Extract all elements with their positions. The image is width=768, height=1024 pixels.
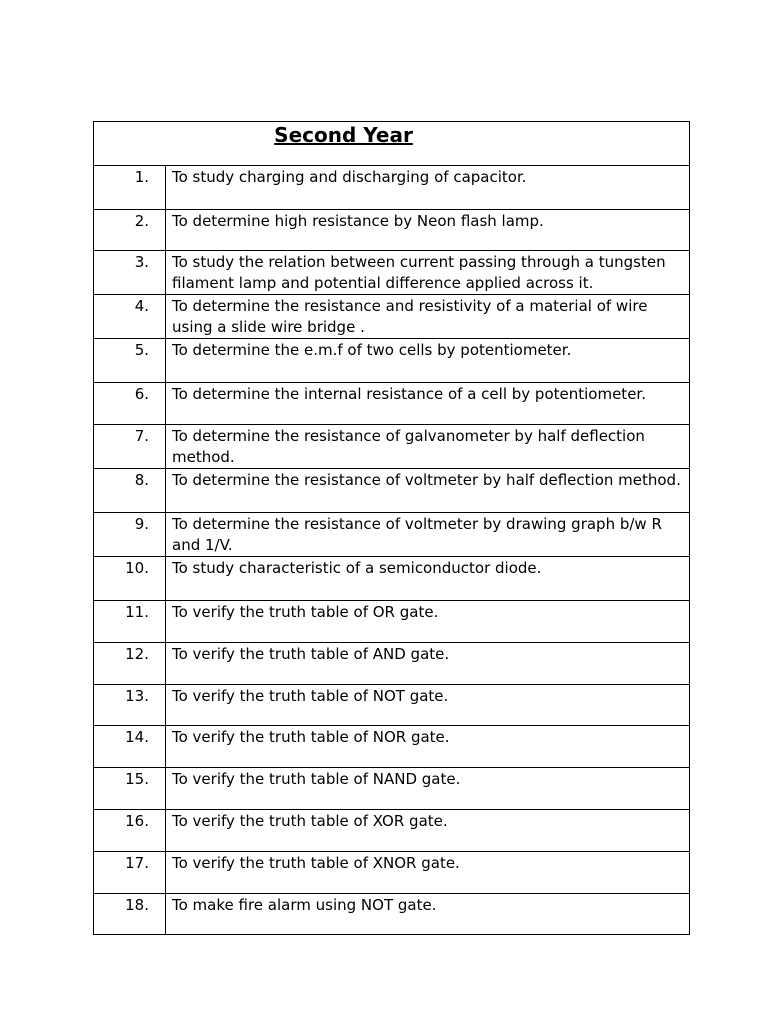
experiment-description: To verify the truth table of NOR gate. — [166, 726, 690, 768]
table-row — [94, 601, 690, 643]
table-row — [94, 894, 690, 935]
table-row — [94, 726, 690, 768]
experiment-description: To verify the truth table of NOT gate. — [166, 685, 690, 726]
experiment-number: 10. — [94, 557, 166, 601]
experiment-number: 1. — [94, 166, 166, 210]
table-row — [94, 425, 690, 469]
experiment-description: To verify the truth table of NAND gate. — [166, 768, 690, 810]
experiment-description: To determine the resistance of galvanometer by half deflection method. — [166, 425, 690, 469]
table-row — [94, 852, 690, 894]
table-row — [94, 166, 690, 210]
experiment-number: 18. — [94, 894, 166, 935]
experiment-description: To determine the internal resistance of a cell by potentiometer. — [166, 383, 690, 425]
title-cell — [94, 122, 690, 166]
experiment-description: To determine high resistance by Neon flash lamp. — [166, 210, 690, 251]
table-row — [94, 810, 690, 852]
experiment-description: To study characteristic of a semiconductor diode. — [166, 557, 690, 601]
table-row — [94, 339, 690, 383]
experiment-description: To make fire alarm using NOT gate. — [166, 894, 690, 935]
experiment-number: 6. — [94, 383, 166, 425]
experiments-table — [93, 121, 690, 935]
experiment-description: To verify the truth table of XOR gate. — [166, 810, 690, 852]
table-row — [94, 251, 690, 295]
experiment-description: To verify the truth table of XNOR gate. — [166, 852, 690, 894]
table-row — [94, 383, 690, 425]
experiment-number: 14. — [94, 726, 166, 768]
table-row — [94, 685, 690, 726]
experiment-number: 4. — [94, 295, 166, 339]
title-row — [94, 122, 690, 166]
experiment-number: 16. — [94, 810, 166, 852]
experiment-description: To study the relation between current passing through a tungsten filament lamp and potential difference applied across it. — [166, 251, 690, 295]
experiment-number: 5. — [94, 339, 166, 383]
experiment-description: To verify the truth table of OR gate. — [166, 601, 690, 643]
experiment-number: 3. — [94, 251, 166, 295]
experiment-number: 11. — [94, 601, 166, 643]
experiment-description: To verify the truth table of AND gate. — [166, 643, 690, 685]
experiment-number: 2. — [94, 210, 166, 251]
experiment-description: To determine the resistance of voltmeter by drawing graph b/w R and 1/V. — [166, 513, 690, 557]
table-row — [94, 513, 690, 557]
experiment-description: To determine the e.m.f of two cells by potentiometer. — [166, 339, 690, 383]
experiment-description: To determine the resistance and resistivity of a material of wire using a slide wire bridge . — [166, 295, 690, 339]
table-row — [94, 557, 690, 601]
experiment-number: 9. — [94, 513, 166, 557]
experiment-number: 12. — [94, 643, 166, 685]
experiment-number: 17. — [94, 852, 166, 894]
experiments-table-body — [94, 122, 690, 935]
page-title: Second Year — [274, 123, 413, 147]
experiment-description: To determine the resistance of voltmeter by half deflection method. — [166, 469, 690, 513]
table-row — [94, 469, 690, 513]
table-row — [94, 643, 690, 685]
table-row — [94, 768, 690, 810]
table-row — [94, 295, 690, 339]
experiment-number: 13. — [94, 685, 166, 726]
experiment-number: 15. — [94, 768, 166, 810]
experiment-number: 7. — [94, 425, 166, 469]
table-row — [94, 210, 690, 251]
experiment-number: 8. — [94, 469, 166, 513]
experiment-description: To study charging and discharging of capacitor. — [166, 166, 690, 210]
